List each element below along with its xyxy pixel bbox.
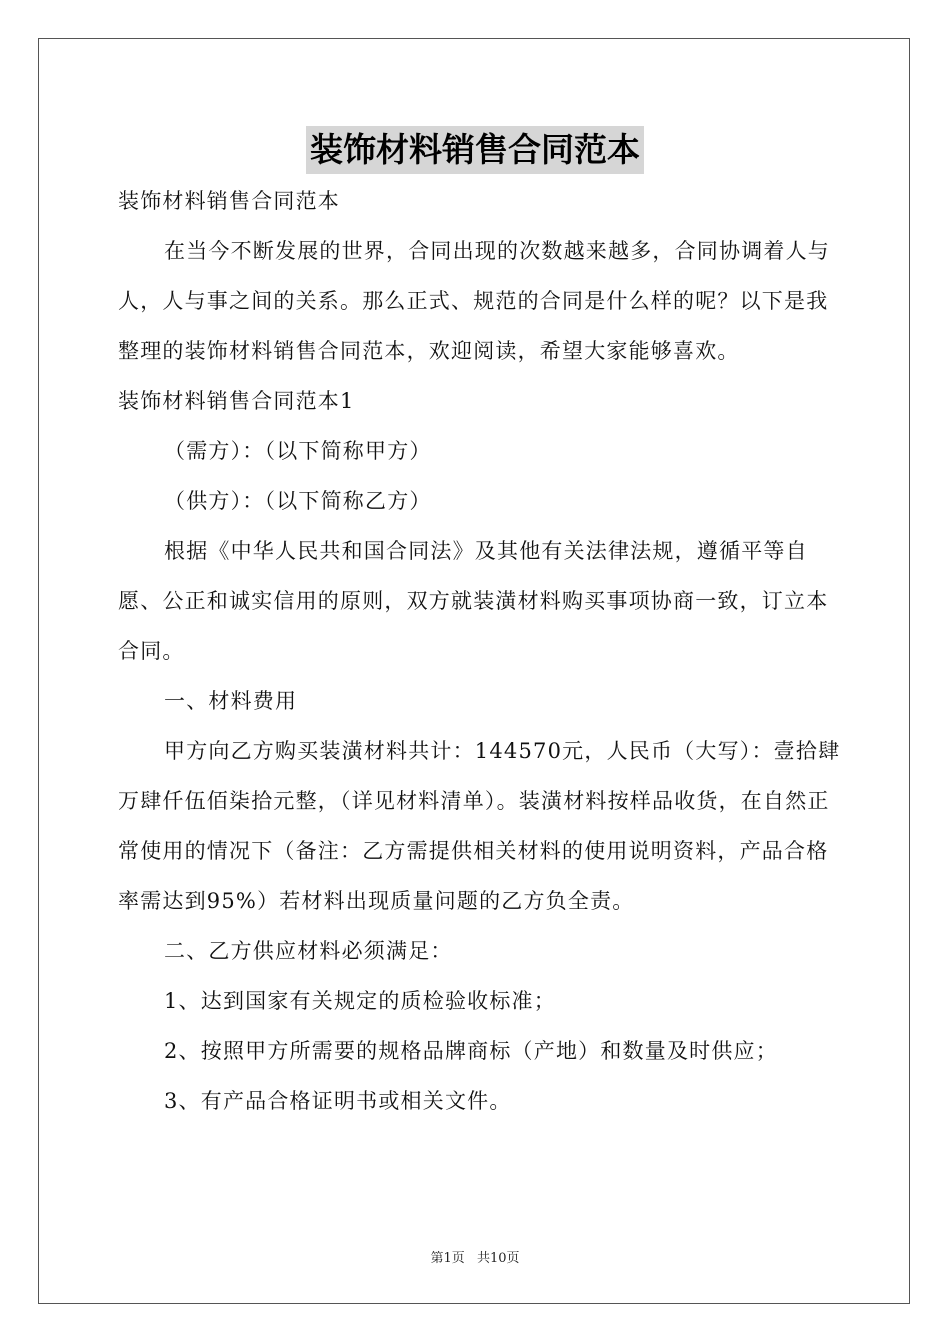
preamble-paragraph: 根据《中华人民共和国合同法》及其他有关法律法规，遵循平等自愿、公正和诚实信用的原则，双方就装潢材料购买事项协商一致，订立本合同。: [118, 539, 829, 663]
page-total: 共10页: [476, 1251, 520, 1266]
page-number: 第1页: [430, 1251, 465, 1266]
section-heading: 二、乙方供应材料必须满足：: [164, 939, 453, 963]
party-a-line: （需方）：（以下简称甲方）: [164, 439, 432, 463]
cost-paragraph: 甲方向乙方购买装潢材料共计：144570元，人民币（大写）：壹拾肆万肆仟伍佰柒拾元整，（详见材料清单）。装潢材料按样品收货，在自然正常使用的情况下（备注：乙方需提供相关材料的使用说明资料，产品合格率需达到95%）若材料出现质量问题的乙方负全责。: [118, 739, 841, 913]
document-body: [118, 176, 843, 1126]
title-container: [0, 126, 950, 174]
intro-paragraph: 在当今不断发展的世界，合同出现的次数越来越多，合同协调着人与人，人与事之间的关系。那么正式、规范的合同是什么样的呢？以下是我整理的装饰材料销售合同范本，欢迎阅读，希望大家能够喜欢。: [118, 239, 830, 363]
page-footer: [0, 1247, 950, 1266]
party-b-line: （供方）：（以下简称乙方）: [164, 489, 432, 513]
list-item: 1、达到国家有关规定的质检验收标准；: [164, 989, 556, 1013]
subtitle-line: 装饰材料销售合同范本: [118, 189, 340, 213]
contract-heading: 装饰材料销售合同范本1: [118, 389, 355, 413]
list-item: 3、有产品合格证明书或相关文件。: [164, 1089, 512, 1113]
list-item: 2、按照甲方所需要的规格品牌商标（产地）和数量及时供应；: [164, 1039, 778, 1063]
document-title: 装饰材料销售合同范本: [306, 126, 644, 174]
section-heading: 一、材料费用: [164, 689, 298, 713]
